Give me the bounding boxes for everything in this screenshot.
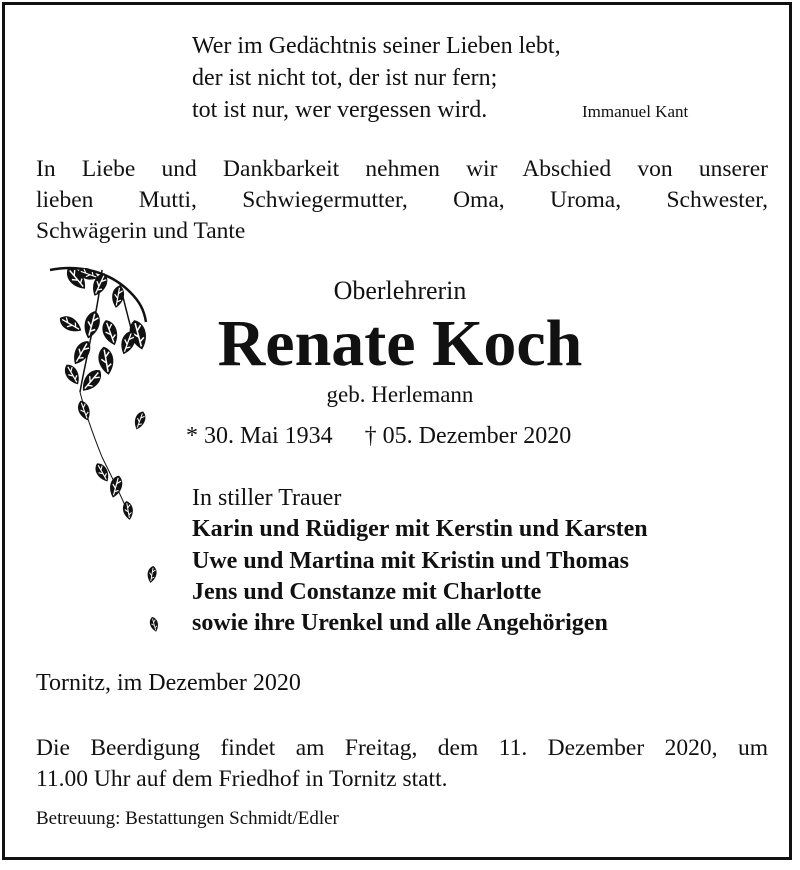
funeral-paragraph — [36, 733, 768, 795]
place-date: Tornitz, im Dezember 2020 — [36, 670, 301, 696]
death-date: † 05. Dezember 2020 — [364, 423, 572, 449]
funeral-line-1: Die Beerdigung findet am Freitag, dem 11. Dezember 2020, um — [36, 735, 768, 761]
birth-date: * 30. Mai 1934 — [186, 423, 333, 449]
mourner-line-1: Karin und Rüdiger mit Kerstin und Karsten — [192, 516, 648, 542]
quote-line-3: tot ist nur, wer vergessen wird. — [192, 97, 488, 123]
funeral-line-2: 11.00 Uhr auf dem Friedhof in Tornitz statt. — [36, 766, 448, 792]
funeral-home-credit: Betreuung: Bestattungen Schmidt/Edler — [36, 808, 339, 829]
mourner-line-3: Jens und Constanze mit Charlotte — [192, 579, 542, 605]
life-dates — [186, 420, 571, 452]
intro-line-2: lieben Mutti, Schwiegermutter, Oma, Uroma, Schwester, — [36, 187, 768, 213]
quote-line-2: der ist nicht tot, der ist nur fern; — [192, 65, 498, 91]
deceased-title: Oberlehrerin — [333, 276, 467, 305]
deceased-name: Renate Koch — [217, 307, 583, 380]
mourner-line-2: Uwe und Martina mit Kristin und Thomas — [192, 548, 629, 574]
maiden-name: geb. Herlemann — [326, 382, 474, 407]
quote-author: Immanuel Kant — [582, 102, 689, 121]
quote-line-1: Wer im Gedächtnis seiner Lieben lebt, — [192, 33, 561, 59]
intro-line-3: Schwägerin und Tante — [36, 218, 246, 244]
intro-line-1: In Liebe und Dankbarkeit nehmen wir Abschied von unserer — [36, 156, 768, 182]
intro-paragraph — [36, 154, 768, 247]
mourners-heading: In stiller Trauer — [192, 485, 342, 511]
mourner-line-4: sowie ihre Urenkel und alle Angehörigen — [192, 610, 608, 636]
